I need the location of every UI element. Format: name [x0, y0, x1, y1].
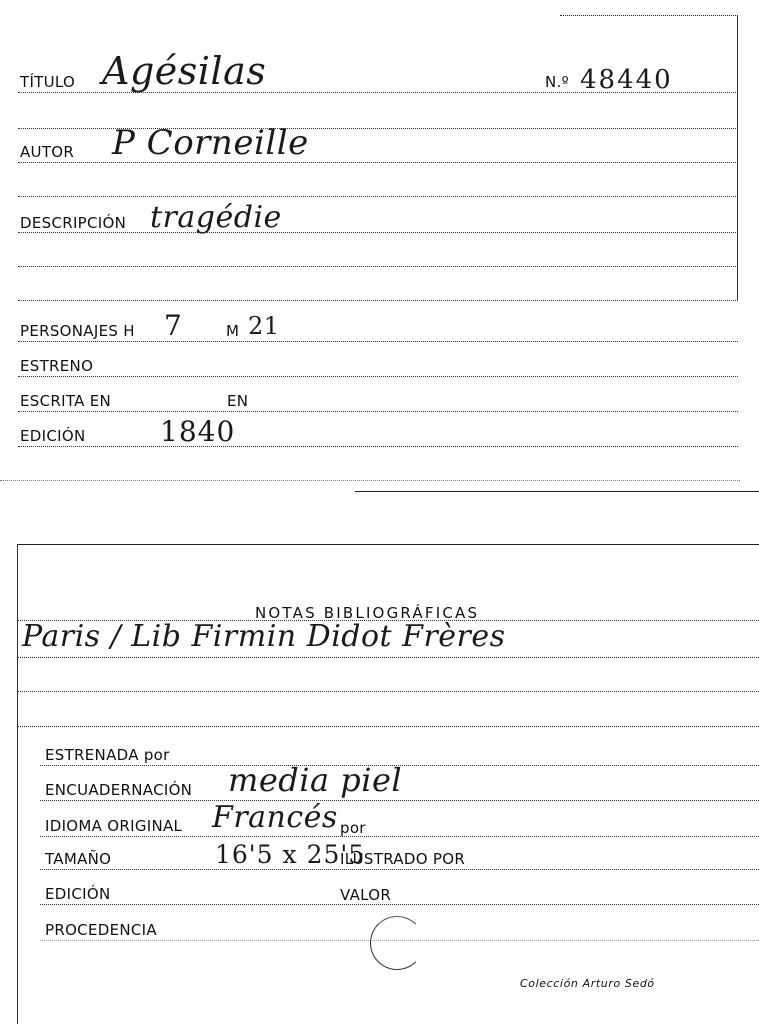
titulo-value: Agésilas	[102, 49, 267, 93]
notas-rule	[18, 620, 759, 621]
numero-label: N.º	[545, 73, 569, 91]
titulo-label: TÍTULO	[20, 73, 76, 91]
stamp-mark	[370, 916, 424, 970]
personajes-m-label: M	[226, 322, 240, 340]
card-right-edge	[737, 16, 738, 300]
card-top-edge	[560, 15, 738, 16]
procedencia-label: PROCEDENCIA	[45, 921, 157, 939]
estreno-rule	[18, 376, 738, 377]
valor-label: VALOR	[340, 886, 392, 904]
en-label: EN	[227, 392, 249, 410]
notas-rule-3	[18, 691, 759, 692]
rule-6	[18, 266, 738, 267]
escrita-en-label: ESCRITA EN	[20, 392, 112, 410]
encuadernacion-rule	[40, 800, 759, 801]
estreno-label: ESTRENO	[20, 357, 94, 375]
idioma-por-label: por	[340, 819, 366, 837]
idioma-rule	[40, 836, 759, 837]
autor-value: P Corneille	[112, 123, 309, 163]
personajes-label: PERSONAJES H	[20, 322, 135, 340]
autor-label: AUTOR	[20, 143, 75, 161]
catalog-card-top	[0, 0, 759, 500]
coleccion-footer: Colección Arturo Sedó	[520, 977, 655, 990]
descripcion-rule	[18, 232, 738, 233]
edicion-rule	[18, 446, 738, 447]
card-bottom-left-edge	[17, 544, 18, 1024]
edicion-value: 1840	[160, 415, 236, 448]
idioma-value: Francés	[212, 800, 338, 835]
notas-value: Paris / Lib Firmin Didot Frères	[22, 619, 506, 654]
encuadernacion-label: ENCUADERNACIÓN	[45, 781, 193, 799]
rule-4	[18, 196, 738, 197]
rule-7	[18, 300, 738, 301]
descripcion-label: DESCRIPCIÓN	[20, 214, 127, 232]
card-top-bottom-edge	[355, 491, 759, 492]
notas-rule-2	[18, 657, 759, 658]
card-top-bottom-dots	[0, 480, 740, 481]
ilustrado-label: ILUSTRADO POR	[340, 850, 466, 868]
edicion-rule-2	[40, 904, 759, 905]
personajes-rule	[18, 341, 738, 342]
titulo-rule	[18, 92, 738, 93]
tamano-label: TAMAÑO	[45, 850, 112, 868]
encuadernacion-value: media piel	[228, 761, 403, 799]
personajes-m-value: 21	[248, 312, 280, 340]
notas-rule-4	[18, 726, 759, 727]
tamano-rule	[40, 869, 759, 870]
personajes-h-value: 7	[164, 309, 183, 342]
edicion-label: EDICIÓN	[20, 427, 86, 445]
card-bottom-top-edge	[18, 544, 759, 545]
descripcion-value: tragédie	[150, 200, 282, 235]
idioma-label: IDIOMA ORIGINAL	[45, 817, 183, 835]
escrita-rule	[18, 411, 738, 412]
catalog-card-bottom	[0, 500, 759, 1028]
estrenada-label: ESTRENADA por	[45, 746, 170, 764]
notas-label: NOTAS BIBLIOGRÁFICAS	[255, 604, 480, 622]
edicion-label-2: EDICIÓN	[45, 885, 111, 903]
tamano-value: 16'5 x 25'5	[215, 840, 366, 869]
autor-rule	[18, 162, 738, 163]
numero-value: 48440	[580, 65, 673, 95]
